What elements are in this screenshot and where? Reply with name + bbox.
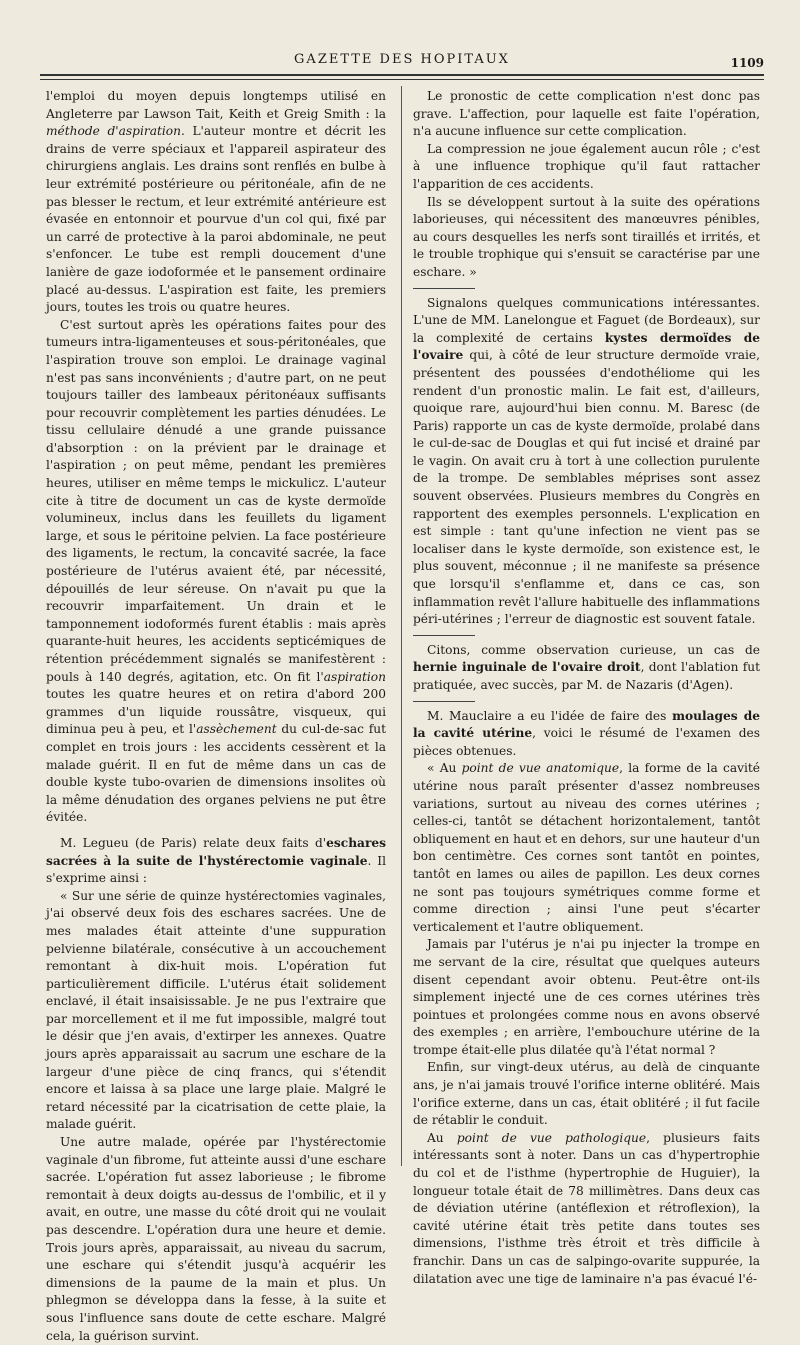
paragraph: Au point de vue pathologique, plusieurs faits intéressants sont à noter. Dans un cas d'hypertrophie du col et de l'isthme (hypertrophie de Huguier), la longueur totale était de 78 millimètres. Dans deux cas de déviation utérine (antéflexion et rétroflexion), la cavité utérine était très petite dans toutes ses dimensions, l'isthme très étroit et très difficile à franchir. Dans un cas de salpingo-ovarite suppurée, la dilatation avec une tige de laminaire n'a pas évacué l'é- [413,1130,761,1286]
paragraph: La compression ne joue également aucun rôle ; c'est à une influence trophique qu'il faut rattacher l'apparition de ces accidents. [413,141,760,191]
header-rule-thick [40,74,764,76]
left-column [46,88,386,1345]
paragraph: Une autre malade, opérée par l'hystérectomie vaginale d'un fibrome, fut atteinte aussi d'une eschare sacrée. L'opération fut assez laborieuse ; le fibrome remontait à deux doigts au-dessus de l'ombilic, et il y avait, en outre, une masse du côté droit qui ne voulait pas descendre. L'opération dura une heure et demie. Trois jours après, apparaissait, au niveau du sacrum, une eschare qui s'étendit jusqu'à acquérir les dimensions de la paume de la main et plus. Un phlegmon se développa dans la fesse, à la suite et sous l'influence sans doute de cette eschare. Malgré cela, la guérison survint. [46,1135,386,1343]
paragraph: Ils se développent surtout à la suite des opérations laborieuses, qui nécessitent des manœuvres pénibles, au cours desquelles les nerfs sont tiraillés et irrités, et le trouble trophique qui s'ensuit se caractérise par une eschare. » [413,194,760,279]
paragraph: Enfin, sur vingt-deux utérus, au delà de cinquante ans, je n'ai jamais trouvé l'orifice interne oblitéré. Mais l'orifice externe, dans un cas, était oblitéré ; il fut facile de rétablir le conduit. [413,1060,760,1128]
paragraph: l'emploi du moyen depuis longtemps utilisé en Angleterre par Lawson Tait, Keith et Greig Smith : la méthode d'aspiration. L'auteur montre et décrit les drains de verre spéciaux et l'appareil aspirateur des chirurgiens anglais. Les drains sont renflés en bulbe à leur extrémité postérieure ou péritonéale, afin de ne pas blesser le rectum, et leur extrémité antérieure est évasée en entonnoir et pourvue d'un col qui, fixé par un carré de protective à la paroi abdominale, ne peut s'enfoncer. Le tube est rempli doucement d'une lanière de gaze iodoformée et le pansement ordinaire placé au-dessus. L'aspiration est faite, les premiers jours, toutes les trois ou quatre heures. [46,89,386,315]
paragraph: Jamais par l'utérus je n'ai pu injecter la trompe en me servant de la cire, résultat que quelques auteurs disent cependant avoir obtenu. Peut-être ont-ils simplement injecté une de ces cornes utérines très pointues et prolongées comme nous en avons observé des exemples ; en arrière, l'embouchure utérine de la trompe était-elle plus dilatée qu'à l'état normal ? [413,937,760,1057]
paragraph: Citons, comme observation curieuse, un cas de hernie inguinale de l'ovaire droit, dont l'ablation fut pratiquée, avec succès, par M. de Nazaris (d'Agen). [413,642,760,692]
paragraph: « Sur une série de quinze hystérectomies vaginales, j'ai observé deux fois des eschares sacrées. Une de mes malades était atteinte d'une suppuration pelvienne bilatérale, consécutive à un accouchement remontant à dix-huit mois. L'opération fut particulièrement difficile. L'utérus était solidement enclavé, il était insaisissable. Je ne pus l'extraire que par morcellement et il me fut impossible, malgré tout le désir que j'en avais, d'extirper les annexes. Quatre jours après apparaissait au sacrum une eschare de la largeur d'une pièce de cinq francs, qui s'étendit encore et laissa à sa place une large plaie. Malgré le retard nécessité par la cicatrisation de cette plaie, la malade guérit. [46,888,386,1132]
section-rule [413,635,475,636]
page-number: 1109 [730,56,764,70]
paragraph: M. Mauclaire a eu l'idée de faire des moulages de la cavité utérine, voici le résumé de l'examen des pièces obtenues. [413,708,760,758]
paragraph: Signalons quelques communications intéressantes. L'une de MM. Lanelongue et Faguet (de Bordeaux), sur la complexité de certains kystes dermoïdes de l'ovaire qui, à côté de leur structure dermoïde vraie, présentent des poussées d'endothéliome qui les rendent d'un pronostic malin. Le fait est, d'ailleurs, quoique rare, aujourd'hui bien connu. M. Baresc (de Paris) rapporte un cas de kyste dermoïde, prolabé dans le cul-de-sac de Douglas et qui fut incisé et drainé par le vagin. On avait cru à tort à une collection purulente de la trompe. De semblables méprises sont assez souvent observées. Plusieurs membres du Congrès en rapportent des exemples personnels. L'explication en est simple : tant qu'une infection ne vient pas se localiser dans le kyste dermoïde, son existence est, le plus souvent, méconnue ; il ne manifeste sa présence que lorsqu'il s'enflamme et, dans ce cas, son inflammation revêt l'allure habituelle des inflammations péri-utérines ; l'erreur de diagnostic est souvent fatale. [413,295,760,627]
paragraph: « Au point de vue anatomique, la forme de la cavité utérine nous paraît présenter d'assez nombreuses variations, surtout au niveau des cornes utérines ; celles-ci, tantôt se détachent horizontalement, tantôt obliquement en haut et en dehors, sur une hauteur d'un bon centimètre. Ces cornes sont tantôt en pointes, tantôt en lames ou ailes de papillon. Les deux cornes ne sont pas toujours symétriques comme forme et comme direction ; ainsi l'une peut s'écarter verticalement et l'autre obliquement. [413,761,760,934]
paragraph: Le pronostic de cette complication n'est donc pas grave. L'affection, pour laquelle est faite l'opération, n'a aucune influence sur cette complication. [413,89,760,139]
column-divider [401,86,402,1166]
right-column [413,88,760,1288]
journal-title: GAZETTE DES HOPITAUX [294,52,510,67]
section-rule [413,701,475,702]
section-rule [413,288,475,289]
page-header [40,52,764,74]
paragraph: C'est surtout après les opérations faites pour des tumeurs intra-ligamenteuses et sous-péritonéales, que l'aspiration trouve son emploi. Le drainage vaginal n'est pas sans inconvénients ; d'autre part, on ne peut toujours tailler des lambeaux péritonéaux suffisants pour recouvrir complètement les parties dénudées. Le tissu cellulaire dénudé a une grande puissance d'absorption : on la prévient par le drainage et l'aspiration ; on peut même, pendant les premières heures, utiliser en même temps le mickulicz. L'auteur cite à titre de document un cas de kyste dermoïde volumineux, inclus dans les feuillets du ligament large, et sous le péritoine pelvien. La face postérieure des ligaments, le rectum, la concavité sacrée, la face postérieure de l'utérus avaient été, par nécessité, dépouillés de leur séreuse. On n'avait pu que la recouvrir imparfaitement. Un drain et le tamponnement iodoformés furent établis : mais après quarante-huit heures, les accidents septicémiques de rétention précédemment signalés se manifestèrent : pouls à 140 degrés, agitation, etc. On fit l'aspiration toutes les quatre heures et on retira d'abord 200 grammes d'un liquide roussâtre, visqueux, qui diminua peu à peu, et l'assèchement du cul-de-sac fut complet en trois jours : les accidents cessèrent et la malade guérit. Il en fut de même dans un cas de double kyste tubo-ovarien de dimensions insolites où la même dénudation des organes pelviens ne put être évitée. [46,317,386,825]
header-rule-thin [40,79,764,80]
paragraph: M. Legueu (de Paris) relate deux faits d'eschares sacrées à la suite de l'hystérectomie vaginale. Il s'exprime ainsi : [46,835,386,886]
